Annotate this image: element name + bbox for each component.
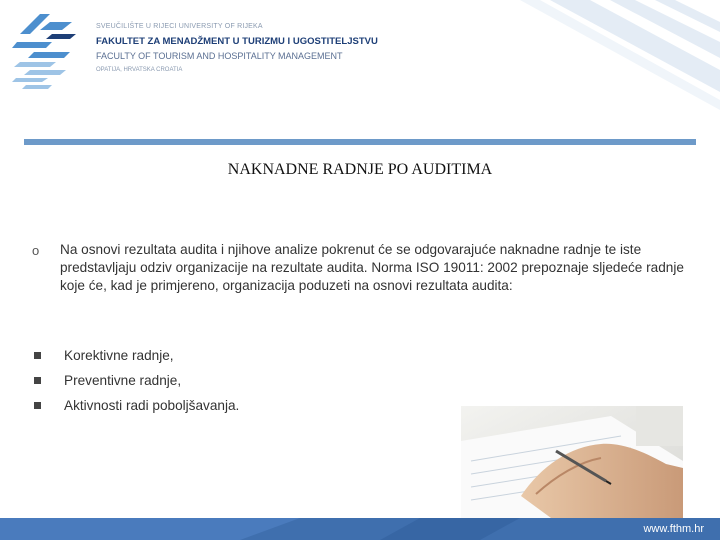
list-item-label: Preventivne radnje, [64, 373, 182, 388]
list-item-label: Aktivnosti radi poboljšavanja. [64, 398, 240, 413]
footer-bar [0, 518, 720, 540]
list-item [30, 368, 239, 393]
title-divider [24, 139, 696, 145]
list-item-label: Korektivne radnje, [64, 348, 174, 363]
header-stripes [420, 0, 720, 110]
list-item [30, 393, 239, 418]
header-text [96, 23, 378, 73]
intro-bullet: o [32, 243, 40, 258]
faculty-location: OPATIJA, HRVATSKA CROATIA [96, 66, 183, 73]
square-bullet-icon [34, 402, 41, 409]
faculty-logo [12, 12, 82, 90]
action-list [30, 343, 239, 418]
website-link[interactable]: www.fthm.hr [643, 523, 704, 535]
writing-hand-photo [461, 406, 683, 518]
list-item [30, 343, 239, 368]
faculty-name-hr: FAKULTET ZA MENADŽMENT U TURIZMU I UGOSTITELJSTVU [96, 36, 378, 47]
square-bullet-icon [34, 352, 41, 359]
square-bullet-icon [34, 377, 41, 384]
page-title: NAKNADNE RADNJE PO AUDITIMA [227, 161, 493, 178]
faculty-name-en: FACULTY OF TOURISM AND HOSPITALITY MANAGEMENT [96, 50, 343, 61]
university-name: SVEUČILIŠTE U RIJECI UNIVERSITY OF RIJEKA [96, 23, 263, 30]
intro-paragraph: Na osnovi rezultata audita i njihove analize pokrenut će se odgovarajuće naknadne radnje te iste predstavljaju odziv organizacije na rezultate audita. Norma ISO 19011: 2002 prepoznaje sljedeće radnje koje će, kad je primjereno, organizacija poduzeti na osnovi rezultata audita: [60, 242, 684, 293]
